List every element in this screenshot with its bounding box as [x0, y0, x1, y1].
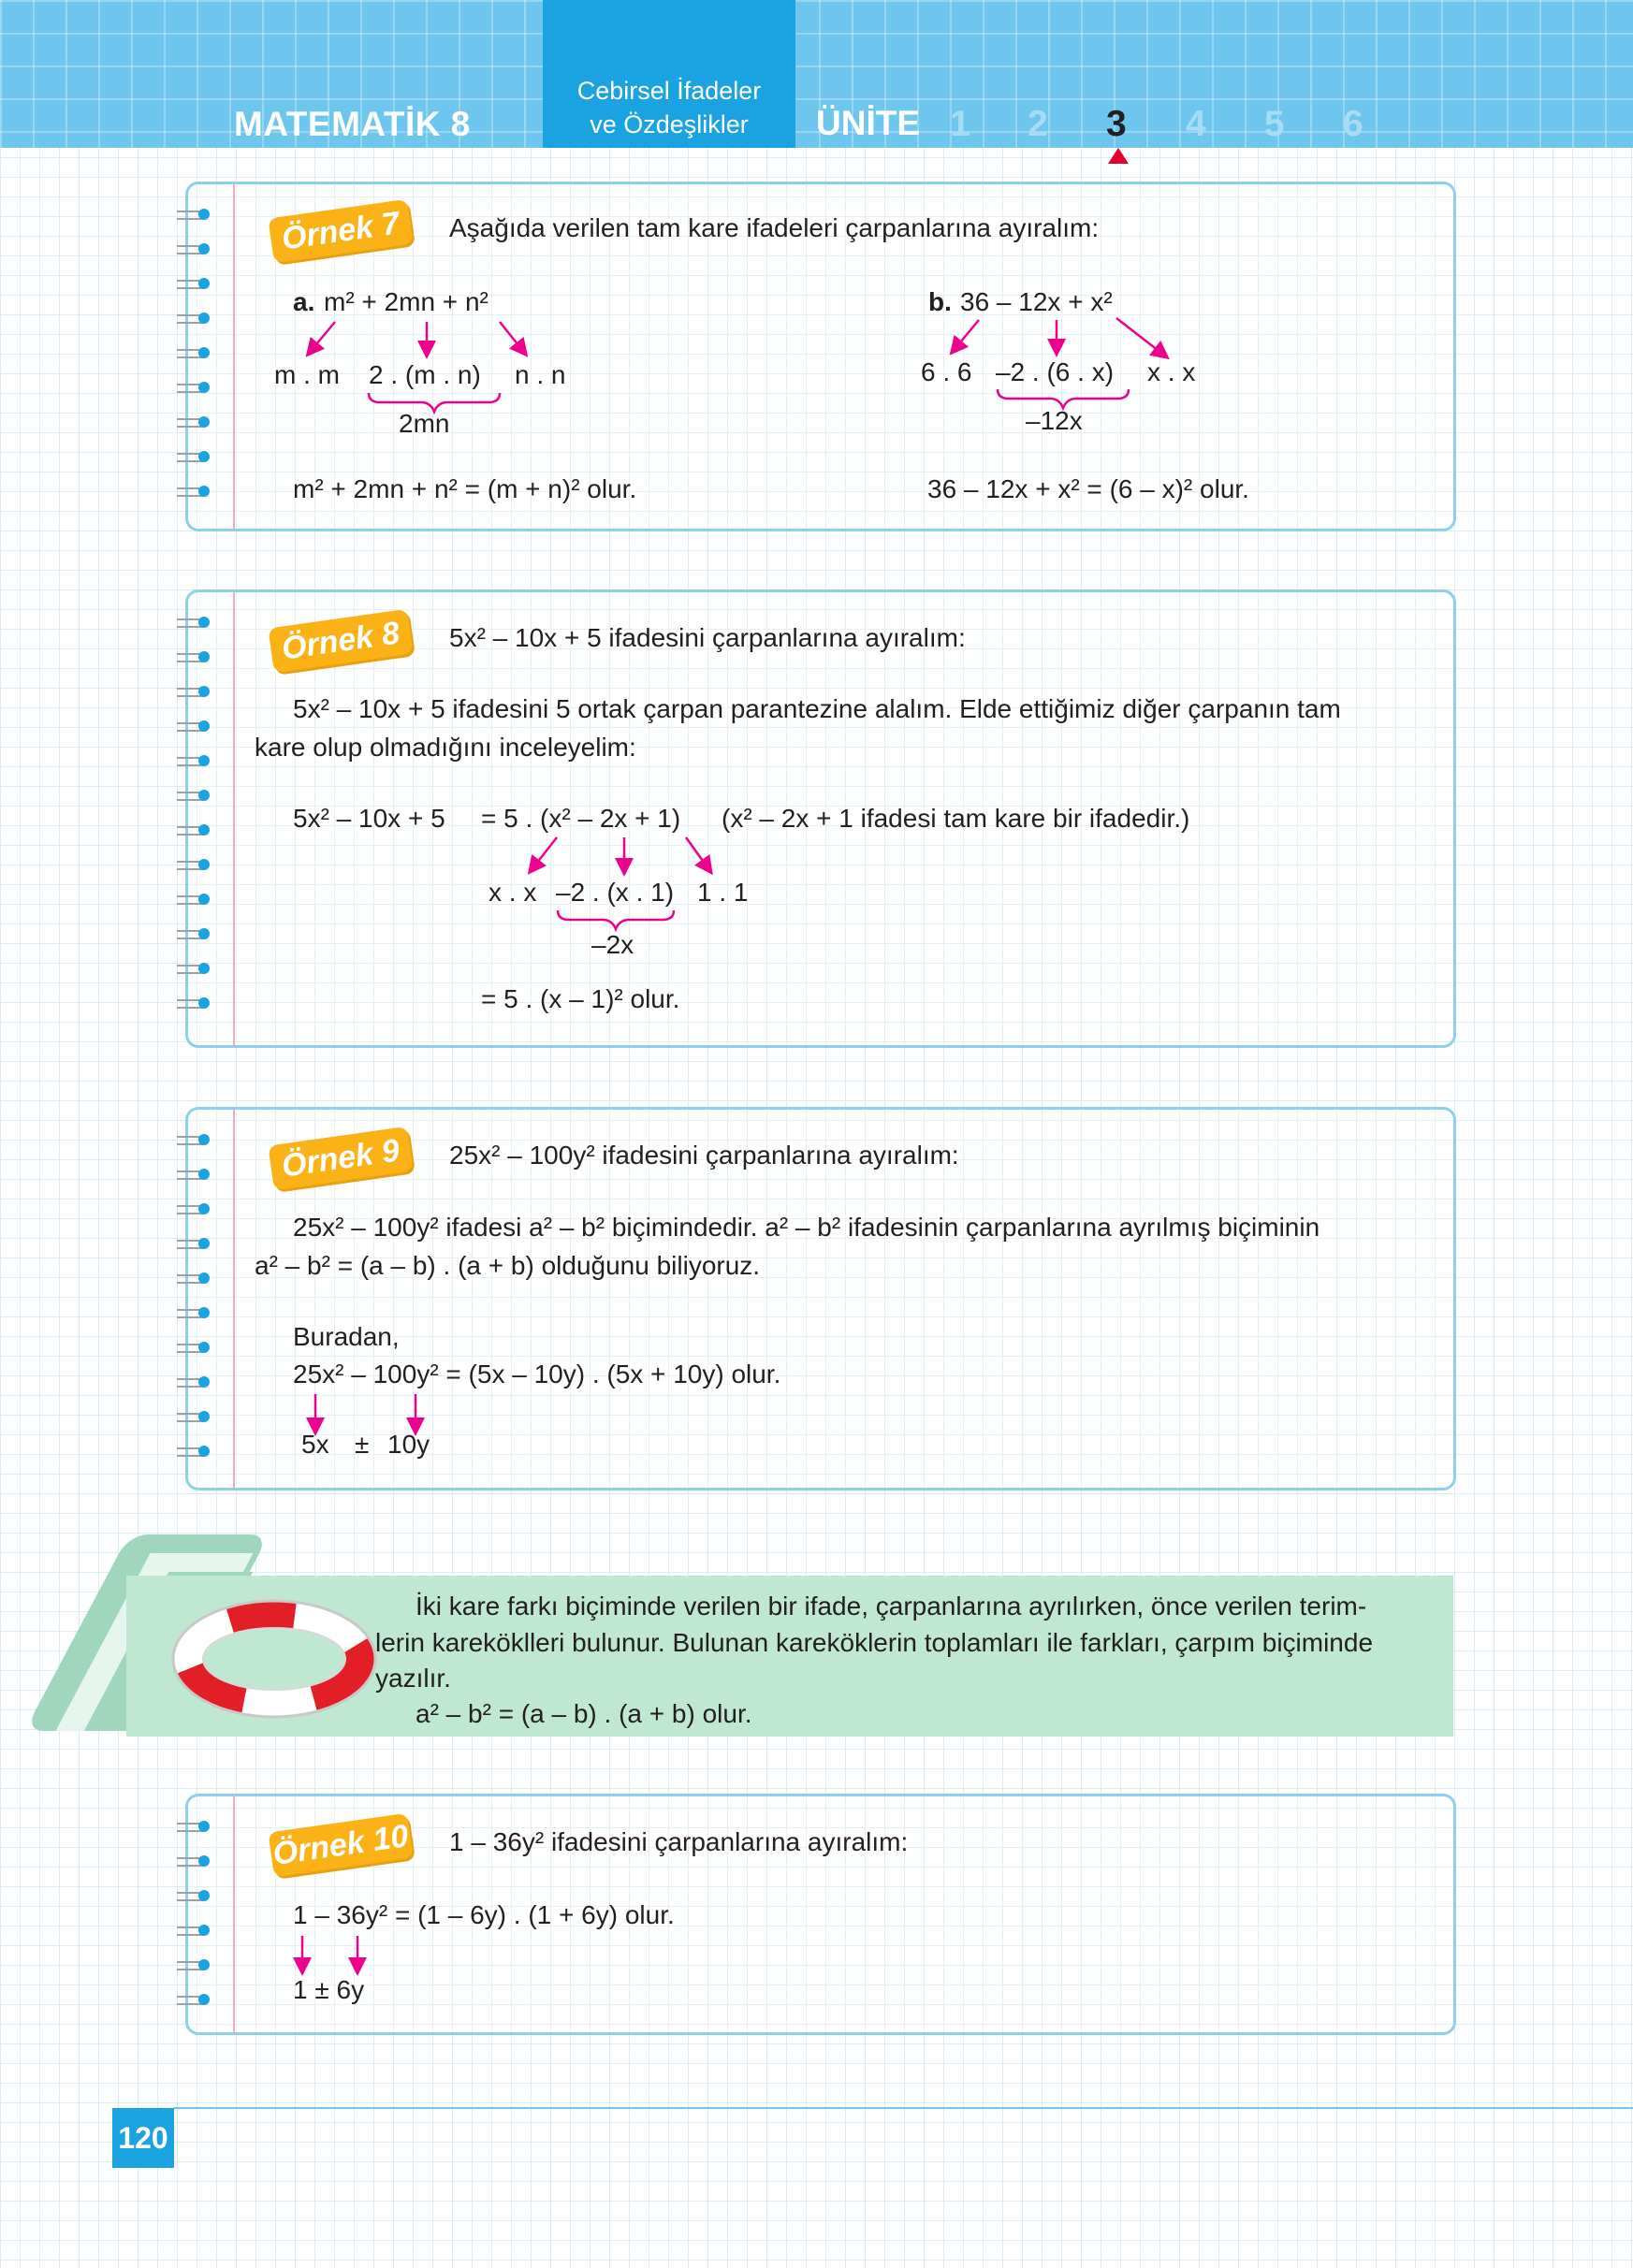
topic-line-2: ve Özdeşlikler — [590, 110, 749, 138]
example-8-result: = 5 . (x – 1)² olur. — [481, 984, 680, 1013]
example-7b-label: b. — [928, 287, 952, 316]
example-8-paragraph-2: kare olup olmadığını inceleyelim: — [255, 733, 636, 762]
example-8-badge: Örnek 8 — [268, 609, 413, 673]
example-7b-expression: 36 – 12x + x² — [960, 287, 1113, 316]
example-9-paragraph-1: 25x² – 100y² ifadesi a² – b² biçimindedir. a² – b² ifadesinin çarpanlarına ayrılmış biçiminin — [293, 1213, 1320, 1242]
example-8-equation-left: 5x² – 10x + 5 — [293, 804, 445, 833]
book-title: MATEMATİK 8 — [234, 105, 471, 143]
unit-tab-4[interactable]: 4 — [1186, 104, 1206, 144]
page-number: 120 — [112, 2108, 174, 2168]
example-7a-expression: m² + 2mn + n² — [324, 287, 488, 316]
example-9-root-1: 5x — [301, 1430, 329, 1459]
arrow-icon — [500, 322, 522, 350]
example-7a-middle: 2mn — [399, 409, 450, 438]
example-8-term-3: 1 . 1 — [697, 878, 749, 907]
example-7a-result: m² + 2mn + n² = (m + n)² olur. — [293, 474, 637, 503]
note-line-2: lerin kareköklleri bulunur. Bulunan kareköklerin toplamları ile farkları, çarpım biçiminde — [375, 1628, 1374, 1657]
example-9-badge: Örnek 9 — [268, 1127, 413, 1190]
example-10-badge: Örnek 10 — [268, 1813, 413, 1877]
example-7-badge: Örnek 7 — [268, 199, 413, 263]
example-10-intro: 1 – 36y² ifadesini çarpanlarına ayıralım: — [449, 1827, 909, 1856]
example-8-equation-note: (x² – 2x + 1 ifadesi tam kare bir ifadedir.) — [722, 804, 1190, 833]
arrow-icon — [312, 322, 335, 350]
example-7a-label: a. — [293, 287, 315, 316]
unit-tab-1[interactable]: 1 — [950, 104, 970, 144]
example-7a-term-2: 2 . (m . n) — [369, 360, 481, 389]
example-8-middle: –2x — [591, 930, 634, 959]
example-8-equation-right: = 5 . (x² – 2x + 1) — [481, 804, 681, 833]
example-8-term-1: x . x — [488, 878, 537, 907]
arrow-icon — [1116, 318, 1162, 354]
note-line-3: yazılır. — [375, 1664, 451, 1693]
note-line-1: İki kare farkı biçiminde verilen bir ifade, çarpanlarına ayrılırken, önce verilen terim- — [416, 1592, 1367, 1621]
example-7b-result: 36 – 12x + x² = (6 – x)² olur. — [927, 474, 1249, 503]
unit-tab-2[interactable]: 2 — [1028, 104, 1048, 144]
arrow-icon — [955, 320, 979, 348]
example-9-paragraph-3: Buradan, — [293, 1322, 400, 1351]
brace-icon — [558, 910, 674, 929]
unit-tab-5[interactable]: 5 — [1264, 104, 1285, 144]
example-9-intro: 25x² – 100y² ifadesini çarpanlarına ayıralım: — [449, 1141, 959, 1170]
unit-tab-3-active[interactable]: 3 — [1106, 104, 1127, 144]
example-7-intro: Aşağıda verilen tam kare ifadeleri çarpanlarına ayıralım: — [449, 213, 1100, 242]
example-9-equation: 25x² – 100y² = (5x – 10y) . (5x + 10y) olur. — [293, 1359, 781, 1388]
example-7b-term-3: x . x — [1147, 357, 1196, 386]
example-8-term-2: –2 . (x . 1) — [556, 878, 675, 907]
footer-line — [174, 2107, 1633, 2109]
example-9-paragraph-2: a² – b² = (a – b) . (a + b) olduğunu biliyoruz. — [255, 1251, 761, 1280]
example-8-paragraph-1: 5x² – 10x + 5 ifadesini 5 ortak çarpan parantezine alalım. Elde ettiğimiz diğer çarpanın tam — [293, 694, 1341, 723]
unit-label: ÜNİTE — [816, 104, 920, 142]
example-10-roots: 1 ± 6y — [293, 1975, 365, 2004]
unit-tab-6[interactable]: 6 — [1343, 104, 1363, 144]
note-formula: a² – b² = (a – b) . (a + b) olur. — [416, 1699, 752, 1728]
arrow-icon — [533, 837, 557, 867]
example-9-plus-minus: ± — [355, 1430, 370, 1459]
example-7a-term-3: n . n — [515, 360, 566, 389]
example-8-intro: 5x² – 10x + 5 ifadesini çarpanlarına ayıralım: — [449, 623, 966, 652]
example-7b-term-1: 6 . 6 — [921, 357, 972, 386]
example-9-root-2: 10y — [387, 1430, 430, 1459]
topic-line-1: Cebirsel İfadeler — [576, 77, 762, 105]
example-7a-term-1: m . m — [274, 360, 340, 389]
brace-icon — [369, 393, 500, 412]
brace-icon — [998, 389, 1129, 408]
example-10-equation: 1 – 36y² = (1 – 6y) . (1 + 6y) olur. — [293, 1900, 675, 1929]
example-7b-term-2: –2 . (6 . x) — [996, 357, 1115, 386]
arrow-icon — [686, 837, 707, 867]
example-7b-middle: –12x — [1026, 406, 1083, 435]
